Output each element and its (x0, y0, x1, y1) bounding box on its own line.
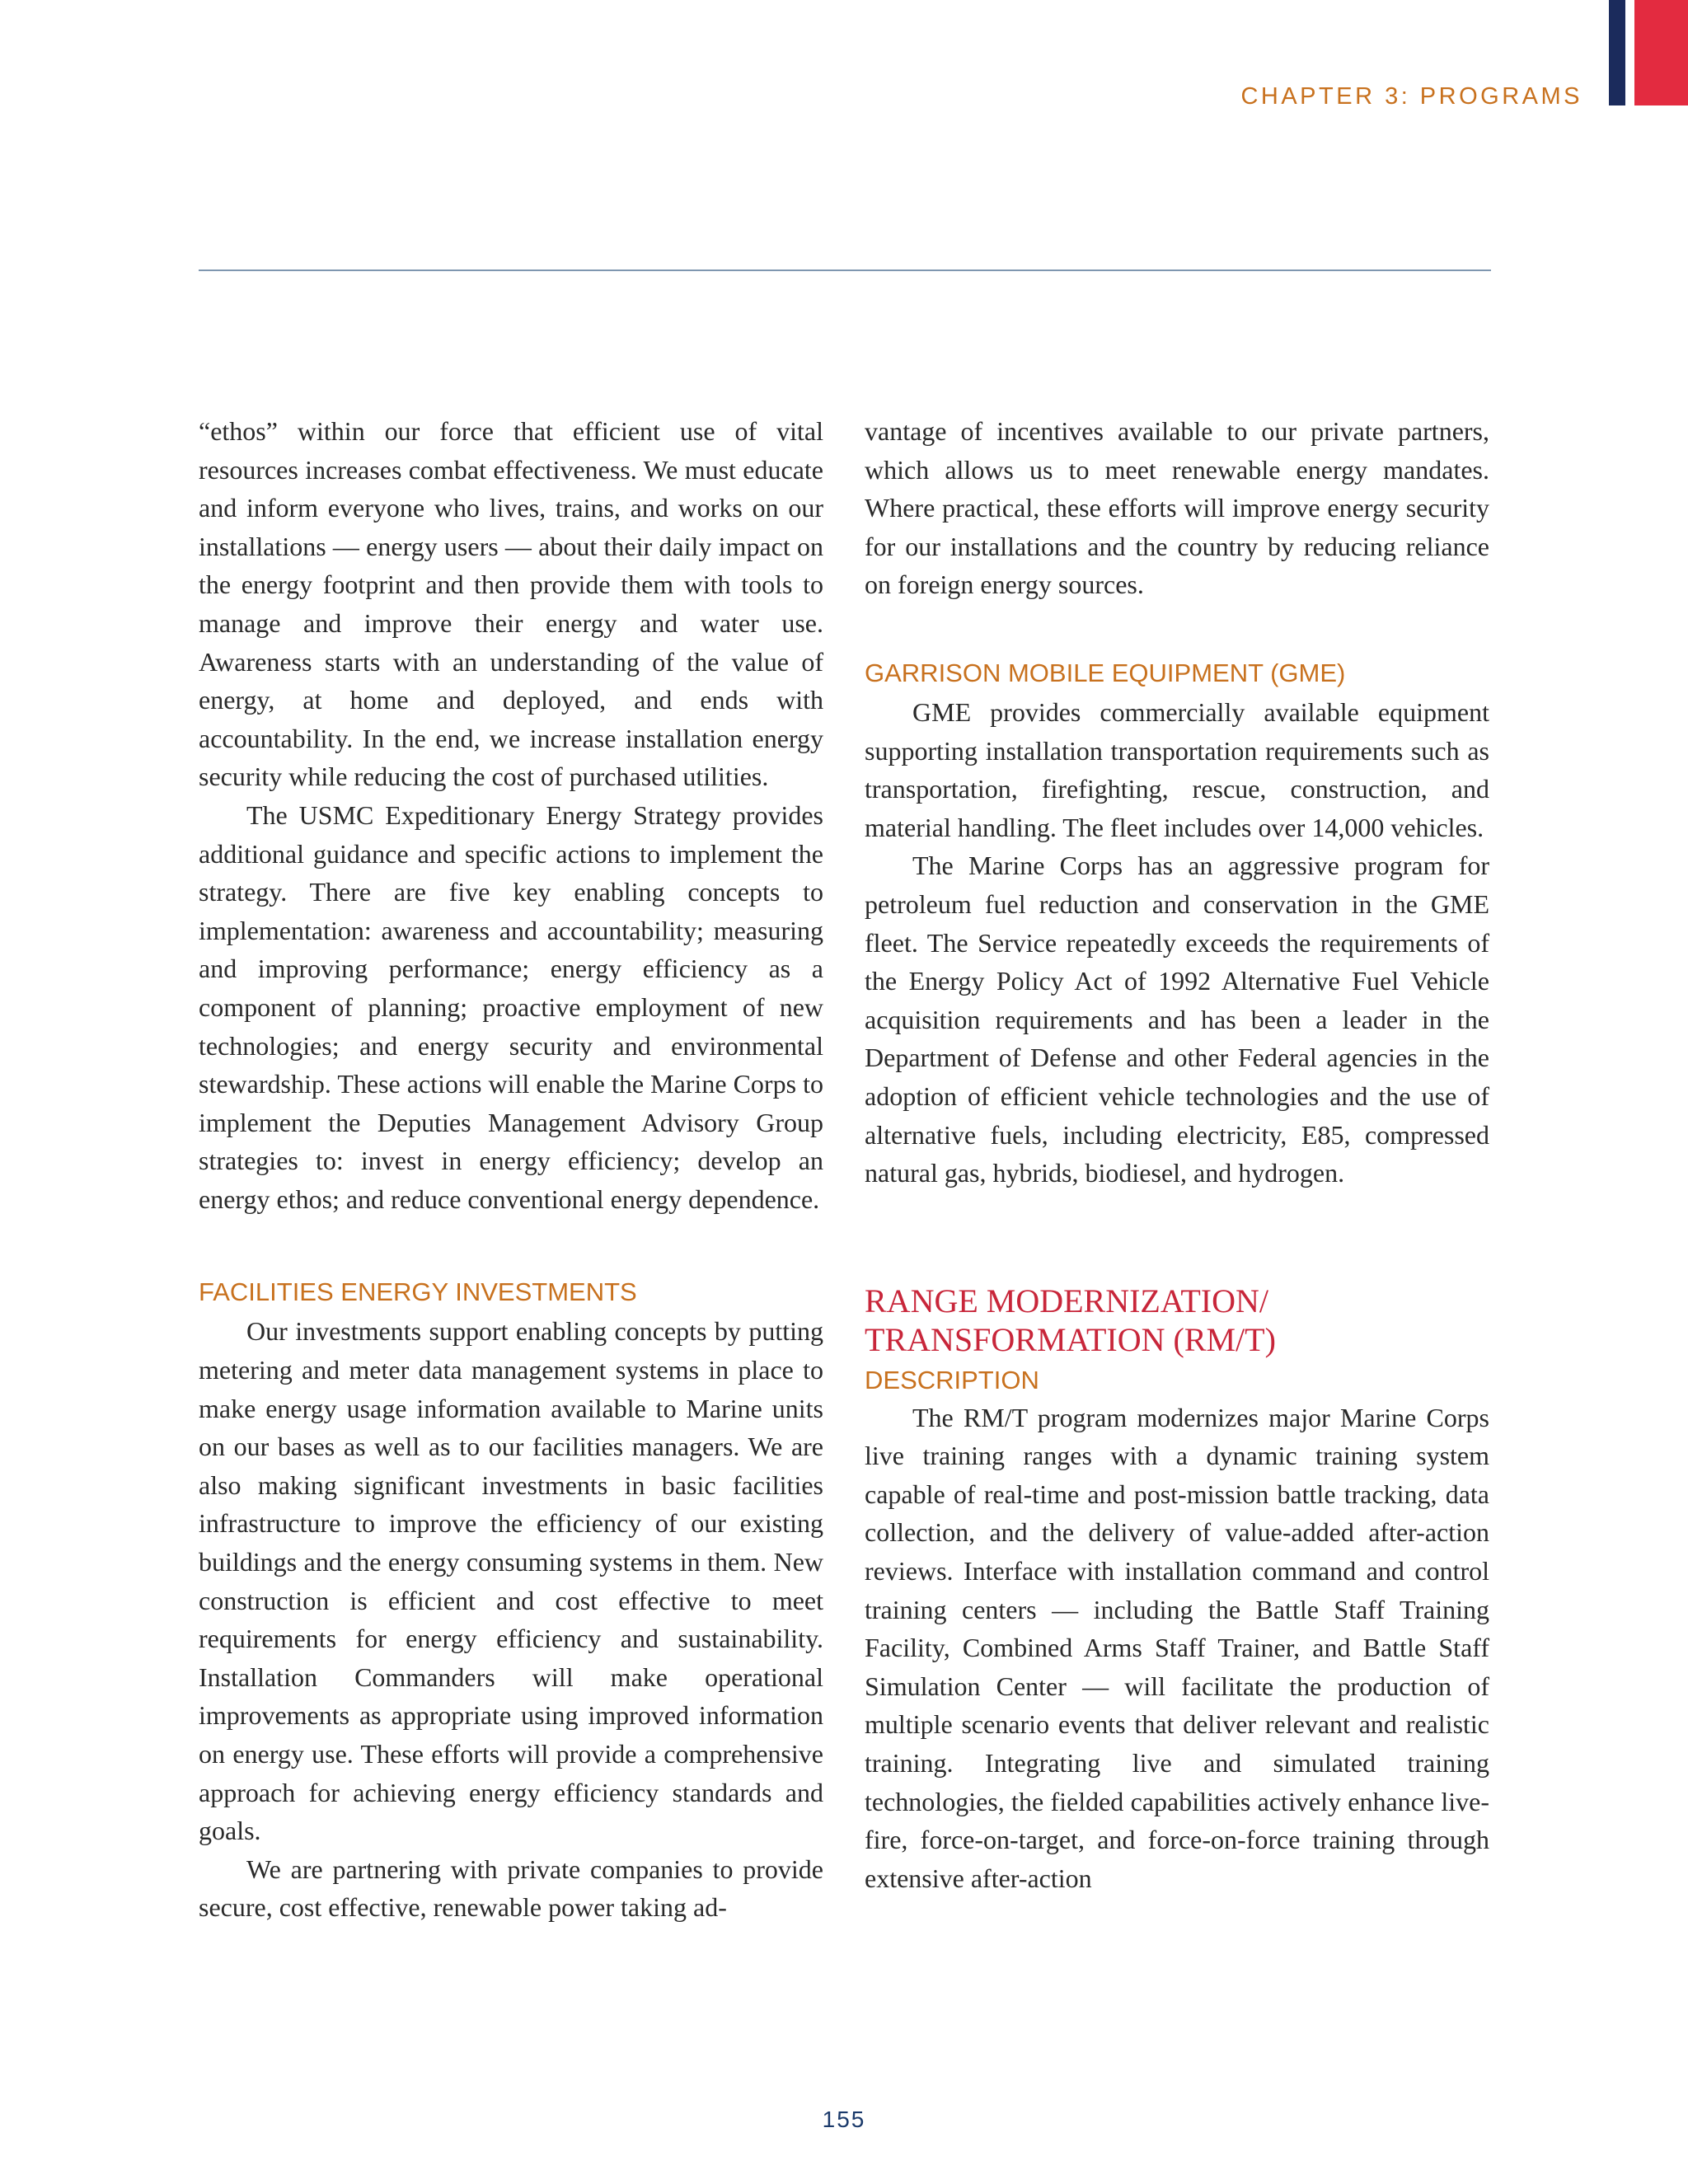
right-column (865, 412, 1489, 1897)
left-paragraph-2: The USMC Expeditionary Energy Strategy provides additional guidance and specific actions to implement the strategy. There are five key enabling concepts to implementation: awareness and accountability; measuring and improving performance; energy efficiency as a component of planning; proactive employment of new technologies; and energy security and environmental stewardship. These actions will enable the Marine Corps to implement the Deputies Management Advisory Group strategies to: invest in energy efficiency; develop an energy ethos; and reduce conventional energy dependence. (199, 799, 823, 1214)
header-divider (199, 269, 1491, 271)
decorative-red-stripe (1634, 0, 1688, 105)
gme-heading: GARRISON MOBILE EQUIPMENT (GME) (865, 658, 1346, 687)
left-column (199, 412, 823, 1927)
rmt-heading (865, 1282, 1489, 1359)
rmt-heading-line-1: RANGE MODERNIZATION/ (865, 1282, 1268, 1319)
right-paragraph-2: GME provides commercially available equipment supporting installation transportation requirements such as transportation, firefighting, rescue, construction, and material handling. The fleet includes over 14,000 vehicles. (865, 696, 1489, 842)
facilities-energy-investments-heading: FACILITIES ENERGY INVESTMENTS (199, 1277, 637, 1307)
rmt-heading-line-2: TRANSFORMATION (RM/T) (865, 1320, 1276, 1358)
right-paragraph-3: The Marine Corps has an aggressive program for petroleum fuel reduction and conservation in the GME fleet. The Service repeatedly exceeds the requirements of the Energy Policy Act of 1992 Alternative Fuel Vehicle acquisition requirements and has been a leader in the Department of Defense and other Federal agencies in the adoption of efficient vehicle technologies and the use of alternative fuels, including electricity, E85, compressed natural gas, hybrids, biodiesel, and hydrogen. (865, 851, 1489, 1188)
left-paragraph-3: Our investments support enabling concepts by putting metering and meter data management systems in place to make energy usage information available to Marine units on our bases as well as to our facilities managers. We are also making significant investments in basic facilities infrastructure to improve the efficiency of our existing buildings and the energy consuming systems in them. New construction is efficient and cost effective to meet requirements for energy efficiency and sustainability. Installation Commanders will make operational improvements as appropriate using improved information on energy use. These efforts will provide a comprehensive approach for achieving energy efficiency standards and goals. (199, 1316, 823, 1846)
left-paragraph-1: “ethos” within our force that efficient use of vital resources increases combat effectiveness. We must educate and inform everyone who lives, trains, and works on our installations — energy users — about their daily impact on the energy footprint and then provide them with tools to manage and improve their energy and water use. Awareness starts with an understanding of the value of energy, at home and deployed, and ends with accountability. In the end, we increase installation energy security while reducing the cost of purchased utilities. (199, 416, 823, 792)
left-paragraph-4: We are partnering with private companies to provide secure, cost effective, renewable power taking ad- (199, 1854, 823, 1923)
decorative-navy-stripe (1609, 0, 1625, 105)
right-paragraph-1: vantage of incentives available to our private partners, which allows us to meet renewable energy mandates. Where practical, these efforts will improve energy security for our installations and the country by reducing reliance on foreign energy sources. (865, 416, 1489, 600)
page-number: 155 (822, 2107, 866, 2132)
chapter-title: CHAPTER 3: PROGRAMS (1240, 83, 1582, 110)
description-heading: DESCRIPTION (865, 1365, 1039, 1394)
right-paragraph-4: The RM/T program modernizes major Marine Corps live training ranges with a dynamic training system capable of real-time and post-mission battle tracking, data collection, and the delivery of value-added after-action reviews. Interface with installation command and control training centers — including the Battle Staff Training Facility, Combined Arms Staff Trainer, and Battle Staff Simulation Center — will facilitate the production of multiple scenario events that deliver relevant and realistic training. Integrating live and simulated training technologies, the fielded capabilities actively enhance live-fire, force-on-target, and force-on-force training through extensive after-action (865, 1402, 1489, 1893)
